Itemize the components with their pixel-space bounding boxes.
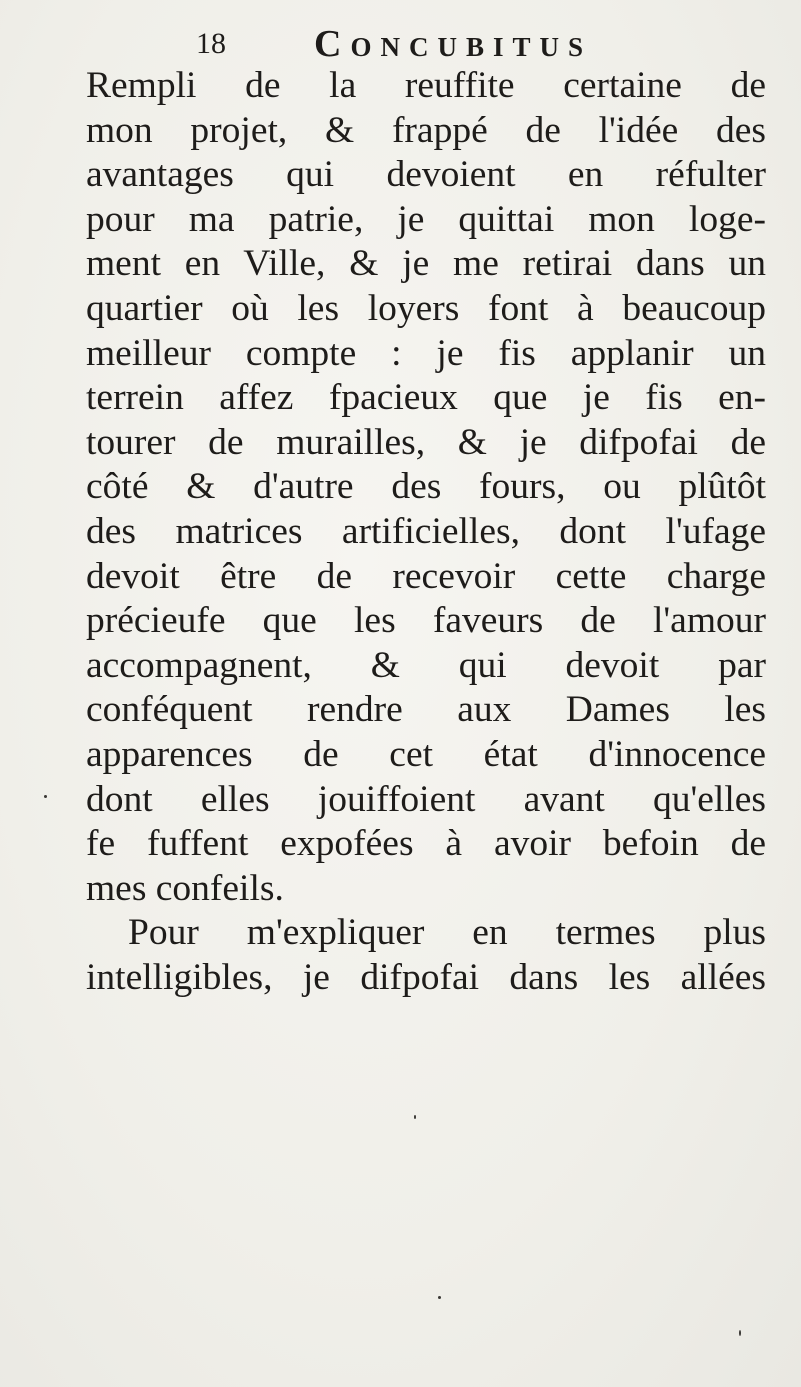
page-number: 18: [196, 27, 226, 60]
text-line: terrein affez fpacieux que je fis en-: [86, 377, 766, 419]
text-line: Pour m'expliquer en termes plus: [128, 912, 766, 954]
paper-speck: [44, 795, 47, 798]
paper-speck: [739, 1330, 741, 1336]
page-header: [196, 20, 656, 68]
paper-speck: [414, 1115, 416, 1119]
text-line: devoit être de recevoir cette charge: [86, 555, 766, 597]
text-line: dont elles jouiffoient avant qu'elles: [86, 778, 766, 820]
text-line: fe fuffent expofées à avoir befoin de: [86, 823, 766, 865]
text-line: précieufe que les faveurs de l'amour: [86, 600, 766, 642]
text-line: apparences de cet état d'innocence: [86, 733, 766, 775]
text-line: avantages qui devoient en réfulter: [86, 154, 766, 196]
text-line: des matrices artificielles, dont l'ufage: [86, 510, 766, 552]
text-line: côté & d'autre des fours, ou plûtôt: [86, 466, 766, 508]
running-title: Concubitus: [314, 23, 592, 65]
text-line: intelligibles, je difpofai dans les allées: [86, 956, 766, 998]
text-line: tourer de murailles, & je difpofai de: [86, 421, 766, 463]
text-line: mes confeils.: [86, 867, 284, 909]
text-line: Rempli de la reuffite certaine de: [86, 65, 766, 106]
text-line: meilleur compte : je fis applanir un: [86, 332, 766, 374]
body-text: [86, 64, 766, 1000]
text-line: pour ma patrie, je quittai mon loge-: [86, 198, 766, 240]
text-line: conféquent rendre aux Dames les: [86, 689, 766, 731]
text-line: quartier où les loyers font à beaucoup: [86, 287, 766, 329]
text-line: accompagnent, & qui devoit par: [86, 644, 766, 686]
paper-speck: [438, 1296, 441, 1299]
text-line: ment en Ville, & je me retirai dans un: [86, 243, 766, 285]
text-line: mon projet, & frappé de l'idée des: [86, 109, 766, 151]
